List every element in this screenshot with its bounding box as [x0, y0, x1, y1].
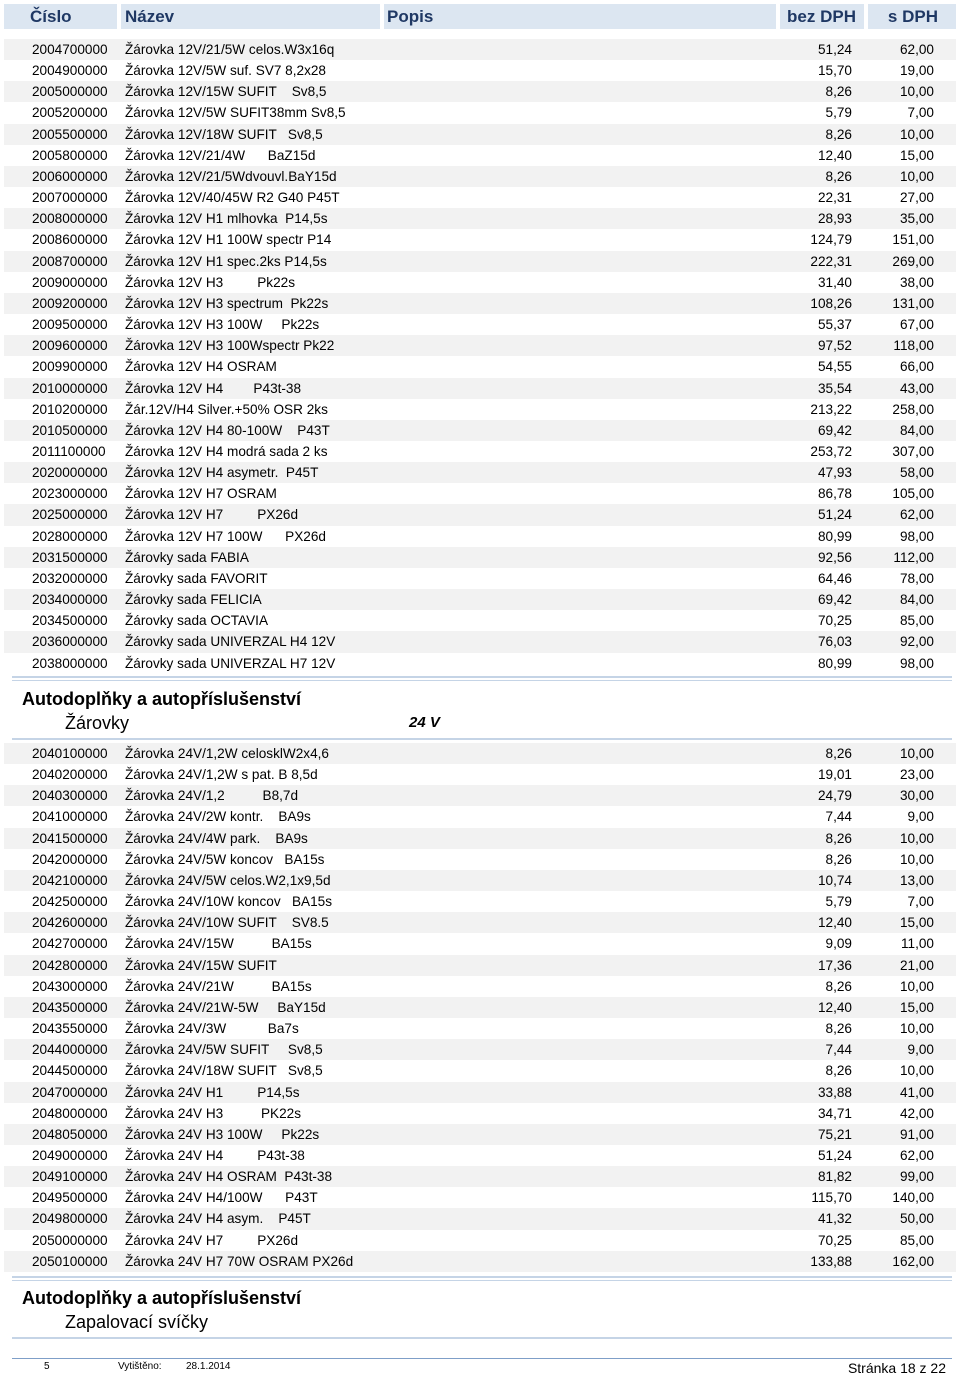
table-row	[4, 441, 956, 462]
price-without-vat: 8,26	[825, 168, 852, 184]
item-code: 2034500000	[32, 613, 108, 629]
item-name: Žárovka 24V/1,2W celosklW2x4,6	[125, 746, 329, 761]
table-row	[4, 891, 956, 912]
item-code: 2011100000	[32, 443, 106, 459]
price-with-vat: 66,00	[899, 359, 934, 375]
item-code: 2025000000	[32, 507, 108, 523]
price-with-vat: 151,00	[892, 232, 934, 248]
item-code: 2010500000	[32, 422, 108, 438]
item-name: Žárovka 12V/5W suf. SV7 8,2x28	[125, 63, 326, 79]
divider	[12, 1337, 952, 1339]
price-with-vat: 15,00	[899, 915, 934, 931]
divider	[12, 1280, 952, 1281]
item-code: 2049000000	[32, 1147, 108, 1163]
price-with-vat: 84,00	[899, 422, 934, 438]
item-code: 2009000000	[32, 274, 108, 290]
price-with-vat: 62,00	[899, 1147, 934, 1163]
price-without-vat: 19,01	[817, 767, 852, 783]
item-name: Žárovka 24V/5W koncov BA15s	[125, 851, 325, 867]
price-without-vat: 35,54	[817, 380, 852, 396]
table-row	[4, 187, 956, 208]
table-row	[4, 208, 956, 229]
item-name: Žárovky sada UNIVERZAL H4 12V	[125, 634, 336, 650]
price-with-vat: 140,00	[892, 1190, 934, 1206]
item-name: Žárovka 12V/15W SUFIT Sv8,5	[125, 84, 327, 100]
item-name: Žárovka 12V H4 modrá sada 2 ks	[125, 443, 328, 459]
price-with-vat: 42,00	[899, 1105, 934, 1121]
price-without-vat: 41,32	[817, 1211, 852, 1227]
item-name: Žárovka 24V/4W park. BA9s	[125, 830, 308, 846]
price-without-vat: 51,24	[817, 42, 852, 57]
price-with-vat: 269,00	[892, 253, 934, 269]
item-code: 2005000000	[32, 84, 108, 100]
item-name: Žárovka 12V/21/4W BaZ15d	[125, 147, 316, 163]
item-name: Žárovka 24V/5W SUFIT Sv8,5	[125, 1042, 323, 1058]
price-without-vat: 213,22	[810, 401, 852, 417]
table-row	[4, 764, 956, 785]
price-with-vat: 99,00	[899, 1169, 934, 1185]
price-with-vat: 27,00	[899, 190, 934, 206]
table-row	[4, 1060, 956, 1081]
price-without-vat: 8,26	[825, 978, 852, 994]
item-name: Žárovka 24V H4 OSRAM P43t-38	[125, 1169, 333, 1185]
footer-printed-date: 28.1.2014	[186, 1361, 231, 1372]
item-name: Žárovka 12V H7 OSRAM	[125, 486, 277, 502]
divider	[12, 1276, 952, 1278]
footer-page-info: Stránka 18 z 22	[847, 1360, 946, 1376]
price-without-vat: 34,71	[817, 1105, 852, 1121]
table-row	[4, 81, 956, 102]
table-row	[4, 568, 956, 589]
item-name: Žárovka 24V/10W koncov BA15s	[125, 894, 333, 910]
table-row	[4, 124, 956, 145]
item-code: 2040100000	[32, 746, 108, 761]
item-name: Žárovka 24V/1,2W s pat. B 8,5d	[125, 767, 318, 783]
item-code: 2034000000	[32, 592, 108, 608]
table-row	[4, 997, 956, 1018]
item-code: 2041500000	[32, 830, 108, 846]
item-code: 2041000000	[32, 809, 108, 825]
column-header-bez-dph: bez DPH	[780, 4, 864, 29]
item-code: 2023000000	[32, 486, 108, 502]
item-name: Žárovka 24V H4/100W P43T	[125, 1190, 318, 1206]
price-with-vat: 105,00	[892, 486, 934, 502]
price-with-vat: 162,00	[892, 1253, 934, 1269]
price-with-vat: 10,00	[899, 1021, 934, 1037]
price-with-vat: 10,00	[899, 1063, 934, 1079]
price-with-vat: 35,00	[899, 211, 934, 227]
item-name: Žárovka 12V/18W SUFIT Sv8,5	[125, 126, 323, 142]
table-row	[4, 912, 956, 933]
price-without-vat: 80,99	[817, 528, 852, 544]
item-code: 2032000000	[32, 570, 108, 586]
price-with-vat: 21,00	[899, 957, 934, 973]
price-with-vat: 118,00	[893, 338, 934, 354]
table-row	[4, 102, 956, 123]
table-row	[4, 955, 956, 976]
item-code: 2042600000	[32, 915, 108, 931]
table-row	[4, 378, 956, 399]
price-with-vat: 85,00	[899, 613, 934, 629]
price-without-vat: 8,26	[825, 746, 852, 761]
price-with-vat: 9,00	[907, 809, 934, 825]
item-code: 2010200000	[32, 401, 108, 417]
price-with-vat: 9,00	[907, 1042, 934, 1058]
item-code: 2040300000	[32, 788, 108, 804]
table-row	[4, 933, 956, 954]
table-row	[4, 1039, 956, 1060]
footer-divider	[12, 1358, 952, 1359]
item-code: 2050000000	[32, 1232, 108, 1248]
divider	[12, 680, 952, 681]
table-row	[4, 1145, 956, 1166]
table-row	[4, 399, 956, 420]
section-subtitle: Žárovky	[65, 713, 130, 733]
item-code: 2028000000	[32, 528, 108, 544]
item-name: Žárovka 12V H4 80-100W P43T	[125, 422, 330, 438]
table-row	[4, 1124, 956, 1145]
divider	[12, 738, 952, 740]
price-without-vat: 8,26	[825, 1063, 852, 1079]
item-name: Žárovka 12V/21/5W celos.W3x16q	[125, 42, 335, 57]
table-row	[4, 1103, 956, 1124]
item-name: Žárovka 24V/21W-5W BaY15d	[125, 999, 326, 1015]
item-name: Žárovka 12V H1 100W spectr P14	[125, 232, 332, 248]
price-without-vat: 7,44	[825, 809, 852, 825]
item-name: Žárovka 24V/2W kontr. BA9s	[125, 809, 311, 825]
table-row	[4, 631, 956, 652]
price-without-vat: 28,93	[817, 211, 852, 227]
price-with-vat: 67,00	[899, 317, 934, 333]
item-name: Žárovky sada OCTAVIA	[125, 613, 269, 629]
item-name: Žárovka 24V/18W SUFIT Sv8,5	[125, 1063, 323, 1079]
item-name: Žárovka 12V H7 100W PX26d	[125, 528, 326, 544]
table-row	[4, 60, 956, 81]
table-row	[4, 828, 956, 849]
price-without-vat: 54,55	[817, 359, 852, 375]
item-code: 2008700000	[32, 253, 108, 269]
price-with-vat: 10,00	[899, 978, 934, 994]
item-name: Žárovka 24V H3 100W Pk22s	[125, 1126, 320, 1142]
item-code: 2038000000	[32, 655, 108, 671]
item-code: 2042700000	[32, 936, 108, 952]
price-without-vat: 86,78	[817, 486, 852, 502]
item-code: 2036000000	[32, 634, 108, 650]
item-code: 2050100000	[32, 1253, 108, 1269]
item-name: Žárovka 24V H7 70W OSRAM PX26d	[125, 1253, 354, 1269]
price-with-vat: 84,00	[899, 592, 934, 608]
table-row	[4, 547, 956, 568]
price-without-vat: 51,24	[817, 507, 852, 523]
item-name: Žárovky sada FABIA	[125, 549, 249, 565]
price-with-vat: 10,00	[899, 168, 934, 184]
item-name: Žárovka 24V/15W BA15s	[125, 936, 312, 952]
item-name: Žárovka 12V H3 100Wspectr Pk22	[125, 338, 335, 354]
item-code: 2005200000	[32, 105, 108, 121]
price-with-vat: 15,00	[899, 147, 934, 163]
price-without-vat: 222,31	[810, 253, 852, 269]
price-with-vat: 10,00	[899, 830, 934, 846]
price-with-vat: 92,00	[899, 634, 934, 650]
item-name: Žárovka 12V/21/5Wdvouvl.BaY15d	[125, 168, 337, 184]
price-without-vat: 12,40	[817, 147, 852, 163]
item-code: 2008000000	[32, 211, 108, 227]
price-without-vat: 33,88	[817, 1084, 852, 1100]
section-subtitle: Zapalovací svíčky	[65, 1312, 209, 1332]
item-code: 2004700000	[32, 42, 108, 57]
table-row	[4, 1208, 956, 1229]
item-code: 2009600000	[32, 338, 108, 354]
price-with-vat: 85,00	[899, 1232, 934, 1248]
footer-printed-label: Vytištěno:	[118, 1361, 162, 1372]
price-with-vat: 131,00	[892, 295, 934, 311]
table-row	[4, 806, 956, 827]
table-row	[4, 1230, 956, 1251]
price-with-vat: 11,00	[900, 936, 934, 952]
table-row	[4, 870, 956, 891]
item-code: 2044500000	[32, 1063, 108, 1079]
divider	[12, 676, 952, 678]
price-with-vat: 98,00	[899, 528, 934, 544]
item-code: 2020000000	[32, 465, 108, 481]
price-table-12v	[4, 39, 956, 674]
item-name: Žárovka 12V H1 spec.2ks P14,5s	[125, 253, 327, 269]
item-code: 2042000000	[32, 851, 108, 867]
price-with-vat: 43,00	[899, 380, 934, 396]
section-title: Autodoplňky a autopříslušenství	[22, 689, 302, 709]
table-row	[4, 462, 956, 483]
item-name: Žárovka 24V H7 PX26d	[125, 1232, 299, 1248]
price-without-vat: 5,79	[825, 894, 852, 910]
price-without-vat: 70,25	[817, 1232, 852, 1248]
item-name: Žárovka 12V H3 100W Pk22s	[125, 317, 320, 333]
price-without-vat: 8,26	[825, 1021, 852, 1037]
column-header-nazev: Název	[121, 4, 380, 29]
table-row	[4, 272, 956, 293]
price-with-vat: 10,00	[899, 126, 934, 142]
price-with-vat: 307,00	[892, 443, 934, 459]
price-with-vat: 58,00	[899, 465, 934, 481]
price-without-vat: 7,44	[825, 1042, 852, 1058]
item-code: 2043550000	[32, 1021, 108, 1037]
price-with-vat: 50,00	[899, 1211, 934, 1227]
price-without-vat: 97,52	[817, 338, 852, 354]
price-without-vat: 69,42	[817, 592, 852, 608]
price-without-vat: 8,26	[825, 851, 852, 867]
price-without-vat: 9,09	[825, 936, 852, 952]
item-code: 2009900000	[32, 359, 108, 375]
price-without-vat: 31,40	[817, 274, 852, 290]
table-row	[4, 849, 956, 870]
price-with-vat: 7,00	[907, 105, 934, 121]
table-row	[4, 1166, 956, 1187]
item-name: Žárovka 12V H4 OSRAM	[125, 359, 277, 375]
price-with-vat: 258,00	[892, 401, 934, 417]
item-name: Žárovka 24V/15W SUFIT	[125, 957, 277, 973]
item-code: 2047000000	[32, 1084, 108, 1100]
table-row	[4, 251, 956, 272]
item-code: 2042100000	[32, 872, 108, 888]
price-without-vat: 22,31	[817, 190, 852, 206]
table-row	[4, 785, 956, 806]
item-code: 2048050000	[32, 1126, 108, 1142]
price-with-vat: 62,00	[899, 42, 934, 57]
item-code: 2049500000	[32, 1190, 108, 1206]
table-row	[4, 610, 956, 631]
price-with-vat: 10,00	[899, 851, 934, 867]
voltage-label: 24 V	[409, 714, 440, 731]
price-without-vat: 81,82	[817, 1169, 852, 1185]
item-code: 2009200000	[32, 295, 108, 311]
price-without-vat: 15,70	[817, 63, 852, 79]
price-without-vat: 80,99	[817, 655, 852, 671]
table-row	[4, 976, 956, 997]
item-name: Žárovka 12V/5W SUFIT38mm Sv8,5	[125, 105, 346, 121]
table-row	[4, 1018, 956, 1039]
price-with-vat: 78,00	[899, 570, 934, 586]
price-without-vat: 8,26	[825, 126, 852, 142]
price-without-vat: 55,37	[817, 317, 852, 333]
price-without-vat: 8,26	[825, 830, 852, 846]
price-without-vat: 64,46	[817, 570, 852, 586]
table-row	[4, 356, 956, 377]
item-name: Žárovka 12V H3 spectrum Pk22s	[125, 295, 329, 311]
price-without-vat: 92,56	[817, 549, 852, 565]
item-name: Žárovka 12V/40/45W R2 G40 P45T	[125, 190, 340, 206]
column-header-cislo: Číslo	[4, 4, 117, 29]
item-code: 2009500000	[32, 317, 108, 333]
item-name: Žárovka 24V/21W BA15s	[125, 978, 312, 994]
table-row	[4, 1187, 956, 1208]
item-code: 2040200000	[32, 767, 108, 783]
table-row	[4, 483, 956, 504]
price-without-vat: 12,40	[817, 915, 852, 931]
price-without-vat: 10,74	[817, 872, 852, 888]
table-row	[4, 166, 956, 187]
item-name: Žár.12V/H4 Silver.+50% OSR 2ks	[125, 401, 328, 417]
price-without-vat: 76,03	[817, 634, 852, 650]
footer-page-number: 5	[44, 1361, 50, 1372]
item-code: 2005500000	[32, 126, 108, 142]
item-name: Žárovka 24V/5W celos.W2,1x9,5d	[125, 872, 331, 888]
item-code: 2008600000	[32, 232, 108, 248]
item-name: Žárovka 12V H1 mlhovka P14,5s	[125, 211, 328, 227]
item-name: Žárovka 24V/3W Ba7s	[125, 1021, 299, 1037]
price-with-vat: 15,00	[899, 999, 934, 1015]
price-without-vat: 108,26	[810, 295, 852, 311]
table-row	[4, 1082, 956, 1103]
item-code: 2010000000	[32, 380, 108, 396]
price-with-vat: 30,00	[899, 788, 934, 804]
item-code: 2042800000	[32, 957, 108, 973]
table-row	[4, 314, 956, 335]
item-name: Žárovky sada UNIVERZAL H7 12V	[125, 655, 336, 671]
price-without-vat: 75,21	[817, 1126, 852, 1142]
price-with-vat: 10,00	[899, 84, 934, 100]
table-row	[4, 335, 956, 356]
table-row	[4, 1251, 956, 1272]
item-name: Žárovka 24V/1,2 B8,7d	[125, 788, 299, 804]
price-without-vat: 51,24	[817, 1147, 852, 1163]
table-row	[4, 743, 956, 764]
item-name: Žárovka 12V H7 PX26d	[125, 507, 299, 523]
item-name: Žárovka 24V H4 asym. P45T	[125, 1211, 311, 1227]
price-without-vat: 124,79	[810, 232, 852, 248]
item-name: Žárovky sada FELICIA	[125, 592, 262, 608]
price-without-vat: 5,79	[825, 105, 852, 121]
item-name: Žárovka 12V H3 Pk22s	[125, 274, 295, 290]
price-with-vat: 23,00	[899, 767, 934, 783]
price-with-vat: 19,00	[899, 63, 934, 79]
item-code: 2048000000	[32, 1105, 108, 1121]
table-row	[4, 589, 956, 610]
price-without-vat: 8,26	[825, 84, 852, 100]
price-with-vat: 112,00	[893, 549, 934, 565]
item-name: Žárovka 24V/10W SUFIT SV8.5	[125, 915, 329, 931]
price-table-24v	[4, 743, 956, 1272]
item-code: 2006000000	[32, 168, 108, 184]
item-name: Žárovka 24V H3 PK22s	[125, 1105, 302, 1121]
price-without-vat: 133,88	[810, 1253, 852, 1269]
table-row	[4, 420, 956, 441]
table-row	[4, 145, 956, 166]
item-code: 2049800000	[32, 1211, 108, 1227]
column-header-s-dph: s DPH	[868, 4, 956, 29]
item-name: Žárovky sada FAVORIT	[125, 570, 268, 586]
table-row	[4, 229, 956, 250]
item-code: 2043500000	[32, 999, 108, 1015]
table-header	[4, 4, 956, 29]
item-code: 2007000000	[32, 190, 108, 206]
table-row	[4, 526, 956, 547]
price-without-vat: 17,36	[817, 957, 852, 973]
price-without-vat: 70,25	[817, 613, 852, 629]
price-without-vat: 24,79	[817, 788, 852, 804]
item-code: 2004900000	[32, 63, 108, 79]
item-name: Žárovka 12V H4 P43t-38	[125, 380, 302, 396]
price-with-vat: 98,00	[899, 655, 934, 671]
price-without-vat: 47,93	[817, 465, 852, 481]
item-name: Žárovka 24V H4 P43t-38	[125, 1147, 305, 1163]
table-row	[4, 293, 956, 314]
price-with-vat: 91,00	[899, 1126, 934, 1142]
column-header-popis: Popis	[384, 4, 776, 29]
price-with-vat: 38,00	[899, 274, 934, 290]
item-code: 2005800000	[32, 147, 108, 163]
item-code: 2031500000	[32, 549, 108, 565]
price-without-vat: 69,42	[817, 422, 852, 438]
price-with-vat: 7,00	[907, 894, 934, 910]
item-code: 2042500000	[32, 894, 108, 910]
item-code: 2049100000	[32, 1169, 108, 1185]
item-name: Žárovka 24V H1 P14,5s	[125, 1084, 300, 1100]
table-row	[4, 653, 956, 674]
item-code: 2044000000	[32, 1042, 108, 1058]
section-title: Autodoplňky a autopříslušenství	[22, 1288, 302, 1308]
table-row	[4, 39, 956, 60]
price-with-vat: 13,00	[899, 872, 934, 888]
price-without-vat: 12,40	[817, 999, 852, 1015]
item-name: Žárovka 12V H4 asymetr. P45T	[125, 465, 319, 481]
price-without-vat: 115,70	[811, 1190, 852, 1206]
price-without-vat: 253,72	[810, 443, 852, 459]
item-code: 2043000000	[32, 978, 108, 994]
price-with-vat: 62,00	[899, 507, 934, 523]
table-row	[4, 504, 956, 525]
price-with-vat: 10,00	[899, 746, 934, 761]
price-with-vat: 41,00	[899, 1084, 934, 1100]
